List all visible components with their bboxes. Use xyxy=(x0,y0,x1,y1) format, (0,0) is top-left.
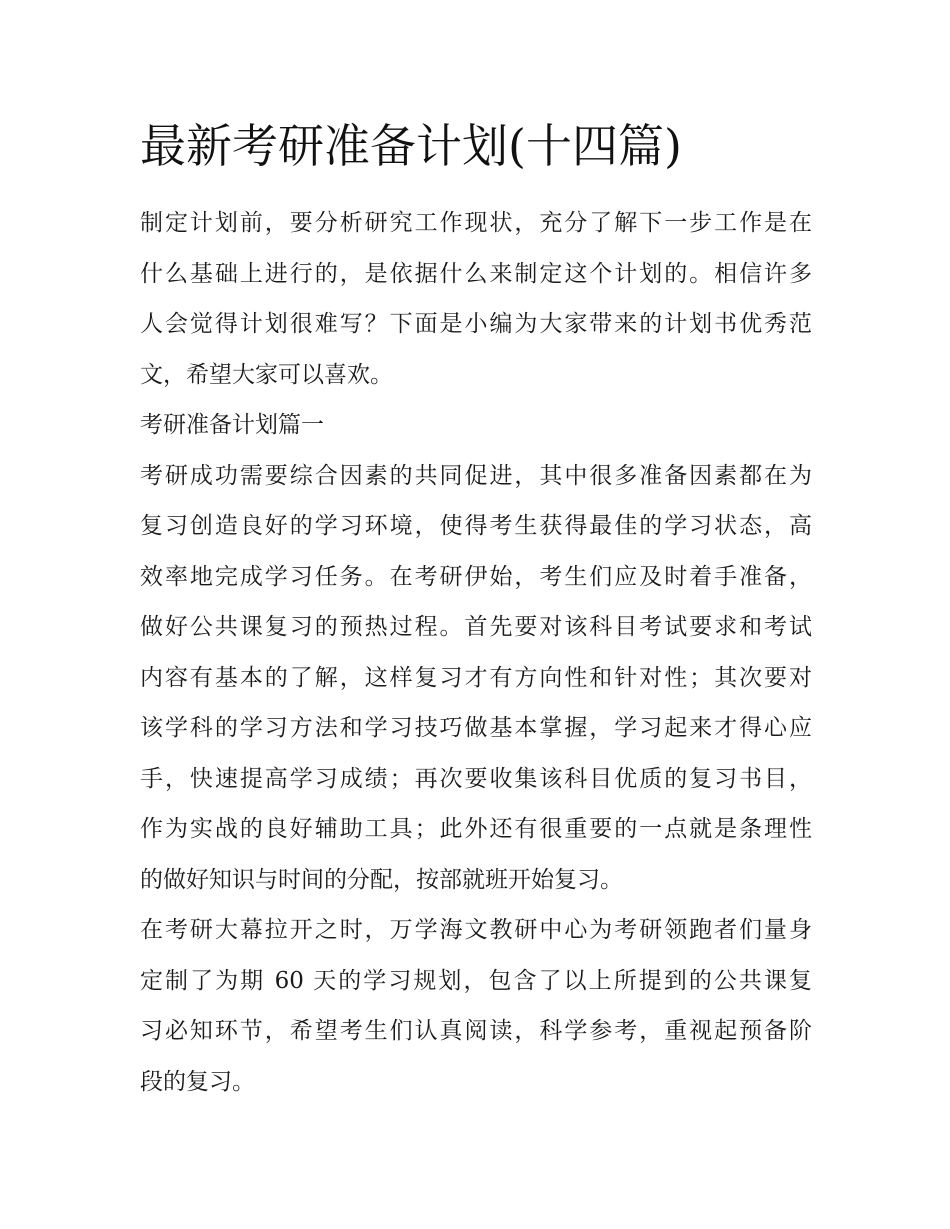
text-line: 段的复习。 xyxy=(140,1068,255,1095)
text-line: 文，希望大家可以喜欢。 xyxy=(140,361,393,388)
text-line: 人会觉得计划很难写？下面是小编为大家带来的计划书优秀范 xyxy=(140,311,812,337)
intro-paragraph xyxy=(140,198,812,400)
text-line: 什么基础上进行的，是依据什么来制定这个计划的。相信许多 xyxy=(140,260,812,287)
text-line: 作为实战的良好辅助工具；此外还有很重要的一点就是条理性 xyxy=(140,816,812,842)
text-line: 制定计划前，要分析研究工作现状，充分了解下一步工作是在 xyxy=(140,210,812,236)
text-line: 手，快速提高学习成绩；再次要收集该科目优质的复习书目， xyxy=(140,765,812,792)
body-paragraph-2 xyxy=(140,905,812,1107)
section-heading: 考研准备计划篇一 xyxy=(140,412,324,438)
text-line: 效率地完成学习任务。在考研伊始，考生们应及时着手准备， xyxy=(140,563,812,590)
document-title: 最新考研准备计划(十四篇) xyxy=(140,119,682,173)
document-body xyxy=(140,198,812,1107)
text-line: 的做好知识与时间的分配，按部就班开始复习。 xyxy=(140,866,623,893)
text-line: 定制了为期 60 天的学习规划，包含了以上所提到的公共课复 xyxy=(140,967,812,994)
text-line: 习必知环节，希望考生们认真阅读，科学参考，重视起预备阶 xyxy=(140,1018,812,1044)
text-line: 考研成功需要综合因素的共同促进，其中很多准备因素都在为 xyxy=(140,462,812,489)
body-paragraph-1 xyxy=(140,451,812,906)
text-line: 在考研大幕拉开之时，万学海文教研中心为考研领跑者们量身 xyxy=(140,917,812,943)
text-line: 该学科的学习方法和学习技巧做基本掌握，学习起来才得心应 xyxy=(140,715,812,741)
text-line: 复习创造良好的学习环境，使得考生获得最佳的学习状态，高 xyxy=(140,513,812,539)
text-line: 做好公共课复习的预热过程。首先要对该科目考试要求和考试 xyxy=(140,614,812,640)
text-line: 内容有基本的了解，这样复习才有方向性和针对性；其次要对 xyxy=(140,664,812,691)
